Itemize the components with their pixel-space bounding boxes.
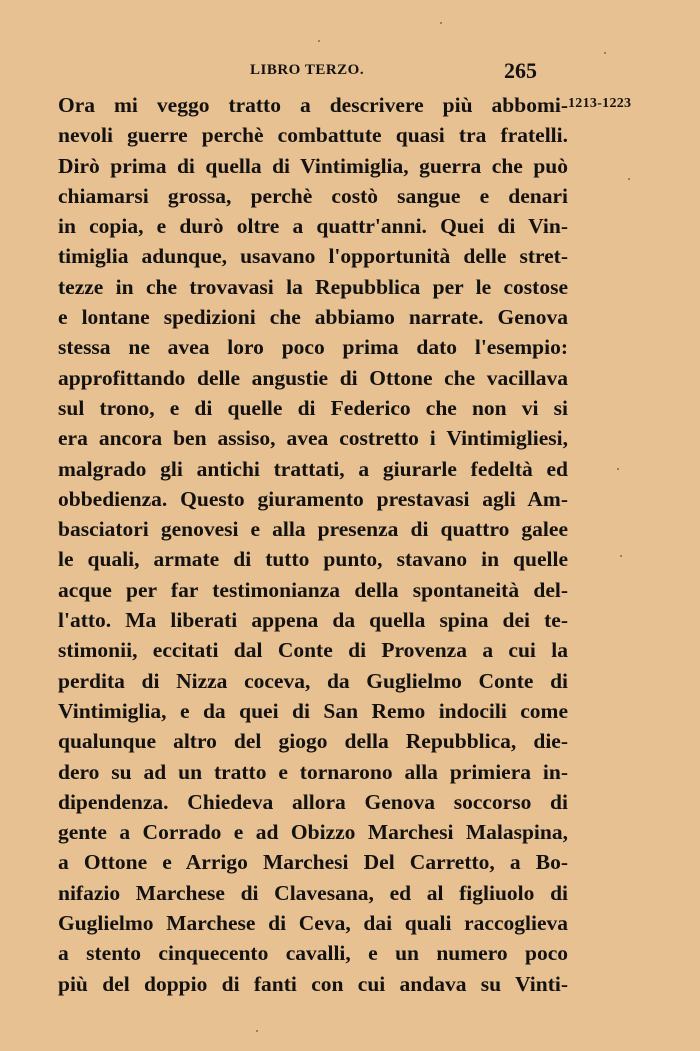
text-line: nifazio Marchese di Clavesana, ed al figliuolo di <box>58 880 568 905</box>
text-line: chiamarsi grossa, perchè costò sangue e denari <box>58 183 568 208</box>
text-line: a stento cinquecento cavalli, e un numero poco <box>58 941 568 966</box>
text-line: più del doppio di fanti con cui andava su Vinti- <box>58 971 568 996</box>
text-line: timiglia adunque, usavano l'opportunità delle stret- <box>58 244 568 269</box>
text-line: era ancora ben assiso, avea costretto i Vintimigliesi, <box>58 426 568 451</box>
text-line: gente a Corrado e ad Obizzo Marchesi Malaspina, <box>58 820 568 845</box>
text-line: approfittando delle angustie di Ottone che vacillava <box>58 365 568 390</box>
paper-speck <box>628 178 630 180</box>
text-line: stimonii, eccitati dal Conte di Provenza a cui la <box>58 638 568 663</box>
text-line: perdita di Nizza coceva, da Guglielmo Conte di <box>58 668 568 693</box>
text-line: nevoli guerre perchè combattute quasi tra fratelli. <box>58 123 568 148</box>
paper-speck <box>440 22 442 24</box>
text-line: Guglielmo Marchese di Ceva, dai quali raccoglieva <box>58 911 568 936</box>
text-line: in copia, e durò oltre a quattr'anni. Quei di Vin- <box>58 214 568 239</box>
page-number: 265 <box>504 58 537 83</box>
paper-speck <box>617 468 619 470</box>
text-line: stessa ne avea loro poco prima dato l'esempio: <box>58 335 568 360</box>
text-line: e lontane spedizioni che abbiamo narrate. Genova <box>58 305 568 330</box>
text-line: dero su ad un tratto e tornarono alla primiera in- <box>58 759 568 784</box>
text-line: tezze in che trovavasi la Repubblica per le costose <box>58 274 568 299</box>
paper-speck <box>256 1030 258 1032</box>
paper-speck <box>620 555 622 557</box>
text-line: le quali, armate di tutto punto, stavano in quelle <box>58 547 568 572</box>
text-line: malgrado gli antichi trattati, a giurarle fedeltà ed <box>58 456 568 481</box>
text-line: dipendenza. Chiedeva allora Genova soccorso di <box>58 789 568 814</box>
text-line: Ora mi veggo tratto a descrivere più abbomi- <box>58 93 568 117</box>
text-line: acque per far testimonianza della spontaneità del- <box>58 577 568 602</box>
paper-speck <box>318 40 320 42</box>
page-header <box>0 58 700 88</box>
running-title: LIBRO TERZO. <box>250 62 365 78</box>
body-text <box>58 90 568 999</box>
text-line: l'atto. Ma liberati appena da quella spina dei te- <box>58 608 568 633</box>
paper-speck <box>604 52 606 54</box>
text-line: sul trono, e di quelle di Federico che non vi si <box>58 395 568 420</box>
text-line: a Ottone e Arrigo Marchesi Del Carretto, a Bo- <box>58 850 568 875</box>
text-line: basciatori genovesi e alla presenza di quattro galee <box>58 517 568 542</box>
text-line: qualunque altro del giogo della Repubblica, die- <box>58 729 568 754</box>
text-line: Vintimiglia, e da quei di San Remo indocili come <box>58 698 568 723</box>
margin-date-note: 1213-1223 <box>568 96 632 111</box>
text-line: Dirò prima di quella di Vintimiglia, guerra che può <box>58 153 568 178</box>
text-line: obbedienza. Questo giuramento prestavasi agli Am- <box>58 486 568 511</box>
